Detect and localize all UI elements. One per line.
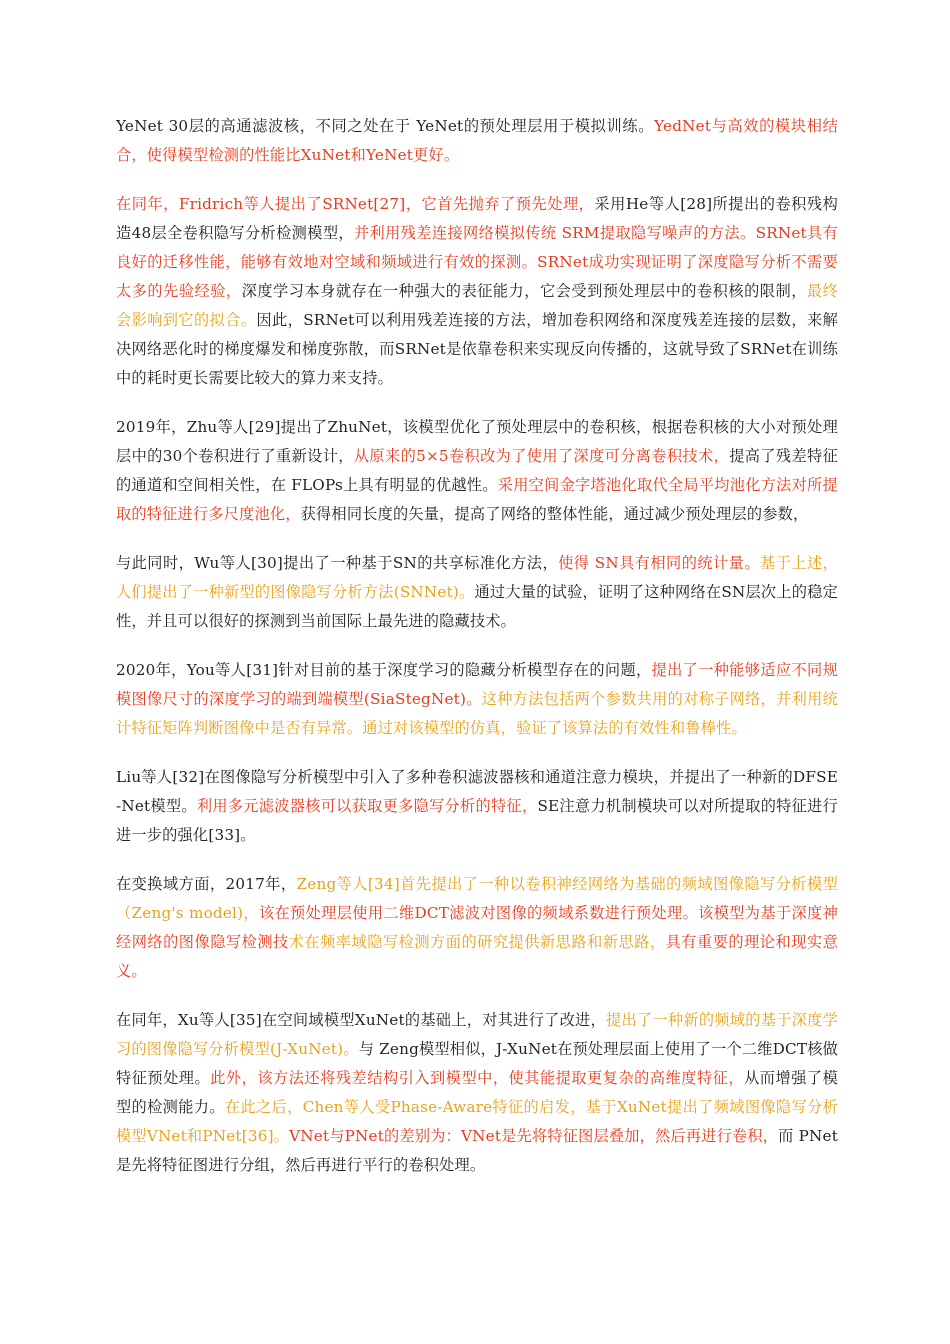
- text-segment: 采用He等人[28]所提出的卷积残构造48层全卷积隐写分析检测模型，: [116, 195, 839, 242]
- paragraph-3: [116, 413, 838, 529]
- paragraph-2: [116, 190, 838, 393]
- highlighted-text-segment: 最终会影响到它的拟合。: [116, 282, 838, 329]
- text-segment: Liu等人[32]在图像隐写分析模型中引入了多种卷积滤波器核和通道注意力模块，并提出了一种新的DFSE-Net模型。: [116, 768, 838, 815]
- text-segment: 从而增强了模型的检测能力。: [116, 1069, 838, 1116]
- text-segment: 2019年，Zhu等人[29]提出了ZhuNet，该模型优化了预处理层中的卷积核，根据卷积核的大小对预处理层中的30个卷积进行了重新设计，: [116, 418, 838, 465]
- paragraph-1: [116, 112, 838, 170]
- text-segment: 在变换域方面，2017年，: [116, 875, 297, 893]
- text-segment: 提高了残差特征的通道和空间相关性，在 FLOPs上具有明显的优越性。: [116, 447, 838, 494]
- highlighted-text-segment: 具有重要的理论和现实意义。: [116, 933, 839, 980]
- document-body: [116, 112, 838, 1200]
- paragraph-6: [116, 763, 838, 850]
- highlighted-text-segment: 这种方法包括两个参数共用的对称子网络，并利用统计特征矩阵判断图像中是否有异常。通过对该模型的仿真，验证了该算法的有效性和鲁棒性。: [116, 690, 838, 737]
- paragraph-5: [116, 656, 838, 743]
- highlighted-text-segment: 基于上述，人们提出了一种新型的图像隐写分析方法(SNNet)。: [116, 554, 839, 601]
- text-segment: 获得相同长度的矢量，提高了网络的整体性能，通过减少预处理层的参数，: [300, 505, 809, 523]
- text-segment: 2020年，You等人[31]针对目前的基于深度学习的隐藏分析模型存在的问题，: [116, 661, 652, 679]
- highlighted-text-segment: 采用空间金字塔池化取代全局平均池化方法对所提取的特征进行多尺度池化，: [116, 476, 838, 523]
- highlighted-text-segment: 该在预处理层使用二维DCT滤波对图像的频域系数进行预处理。该模型为基于深度神经网络的图像隐写检测技: [116, 904, 838, 951]
- highlighted-text-segment: 使得 SN具有相同的统计量。: [558, 554, 760, 572]
- highlighted-text-segment: 提出了一种能够适应不同规模图像尺寸的深度学习的端到端模型(SiaStegNet)。: [116, 661, 838, 708]
- highlighted-text-segment: 术在频率域隐写检测方面的研究提供新思路和新思路，: [288, 933, 666, 951]
- paragraph-4: [116, 549, 838, 636]
- highlighted-text-segment: YedNet与高效的模块相结合，使得模型检测的性能比XuNet和YeNet更好。: [116, 117, 838, 164]
- text-segment: 因此，SRNet可以利用残差连接的方法，增加卷积网络和深度残差连接的层数，来解决网络恶化时的梯度爆发和梯度弥散，而SRNet是依靠卷积来实现反向传播的，这就导致了SRNet在训练中的耗时更长需要比较大的算力来支持。: [116, 311, 838, 387]
- text-segment: 与 Zeng模型相似，J-XuNet在预处理层面上使用了一个二维DCT核做特征预处理。: [116, 1040, 838, 1087]
- text-segment: 深度学习本身就存在一种强大的表征能力，它会受到预处理层中的卷积核的限制，: [241, 282, 807, 300]
- highlighted-text-segment: 并利用残差连接网络模拟传统 SRM提取隐写噪声的方法。SRNet具有良好的迁移性能，能够有效地对空域和频域进行有效的探测。SRNet成功实现证明了深度隐写分析不需要太多的先验经验，: [116, 224, 838, 300]
- text-segment: 与此同时，Wu等人[30]提出了一种基于SN的共享标准化方法，: [116, 554, 559, 572]
- paragraph-8: [116, 1006, 838, 1180]
- highlighted-text-segment: 利用多元滤波器核可以获取更多隐写分析的特征，: [196, 797, 538, 815]
- highlighted-text-segment: 在同年，Fridrich等人提出了SRNet[27]，它首先抛弃了预先处理，: [116, 195, 595, 213]
- highlighted-text-segment: 从原来的5×5卷积改为了使用了深度可分离卷积技术，: [353, 447, 730, 465]
- text-segment: YeNet 30层的高通滤波核，不同之处在于 YeNet的预处理层用于模拟训练。: [116, 117, 655, 135]
- text-segment: 而 PNet是先将特征图进行分组，然后再进行平行的卷积处理。: [116, 1127, 838, 1174]
- highlighted-text-segment: 在此之后，Chen等人受Phase-Aware特征的启发，基于XuNet提出了频域图像隐写分析模型VNet和PNet[36]。: [116, 1098, 838, 1145]
- paragraph-7: [116, 870, 838, 986]
- highlighted-text-segment: Zeng等人[34]首先提出了一种以卷积神经网络为基础的频域图像隐写分析模型（Zeng's model)，: [116, 875, 838, 922]
- highlighted-text-segment: VNet与PNet的差别为：VNet是先将特征图层叠加，然后再进行卷积，: [289, 1127, 779, 1145]
- text-segment: 通过大量的试验，证明了这种网络在SN层次上的稳定性，并且可以很好的探测到当前国际上最先进的隐藏技术。: [116, 583, 839, 630]
- text-segment: SE注意力机制模块可以对所提取的特征进行进一步的强化[33]。: [116, 797, 839, 844]
- highlighted-text-segment: 提出了一种新的频域的基于深度学习的图像隐写分析模型(J-XuNet)。: [116, 1011, 838, 1058]
- text-segment: 在同年，Xu等人[35]在空间域模型XuNet的基础上，对其进行了改进，: [116, 1011, 606, 1029]
- highlighted-text-segment: 此外，该方法还将残差结构引入到模型中，使其能提取更复杂的高维度特征，: [210, 1069, 745, 1087]
